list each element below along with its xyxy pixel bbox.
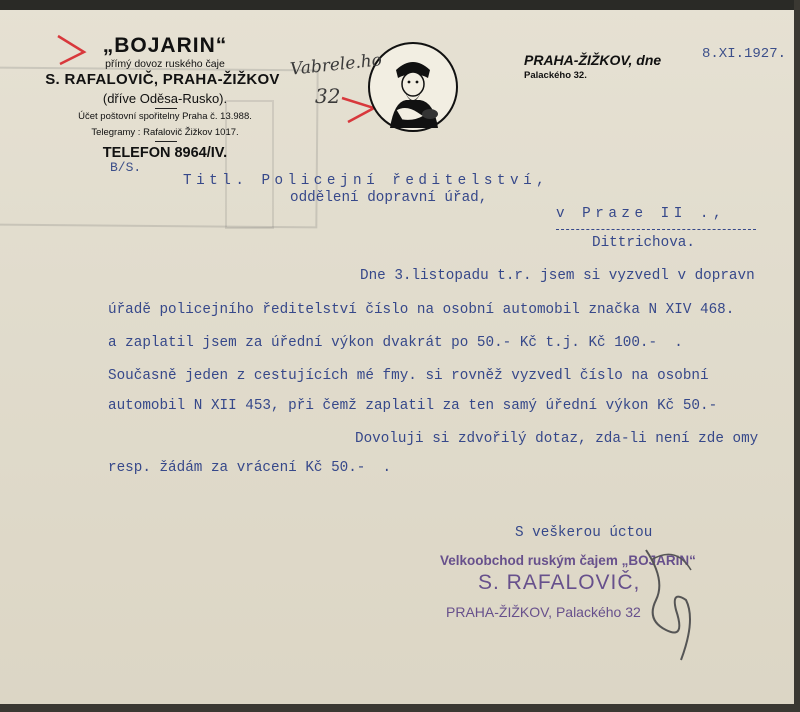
divider-rule-2 — [155, 141, 177, 142]
recipient-line-1: Titl. Policejní ředitelství, — [183, 173, 550, 189]
place-line: PRAHA-ŽIŽKOV, dne — [524, 52, 662, 68]
stamp-line-2: S. RAFALOVIČ, — [478, 571, 641, 594]
recipient-line-3: v Praze II ., — [556, 206, 727, 222]
handwritten-signature — [636, 540, 706, 670]
stamp-line-1: Velkoobchod ruským čajem „BOJARIN“ — [440, 553, 696, 568]
firm-name: S. RAFALOVIČ, PRAHA-ŽIŽKOV — [45, 71, 280, 88]
underline-dashes — [556, 229, 756, 230]
telegram-address: Telegramy : Rafalovič Žižkov 1017. — [91, 127, 239, 138]
closing-line: S veškerou úctou — [515, 525, 653, 541]
phone-number: TELEFON 8964/IV. — [102, 145, 228, 161]
reference-mark: B/S. — [110, 160, 142, 175]
body-line-7: resp. žádám za vrácení Kč 50.- . — [108, 460, 392, 476]
letter-date: 8.XI.1927. — [702, 46, 787, 62]
handwritten-note: Vabrele.ho — [289, 50, 383, 80]
scan-border-right — [794, 0, 800, 712]
body-line-1: Dne 3.listopadu t.r. jsem si vyzvedl v dopravn — [360, 268, 755, 284]
body-line-4: Současně jeden z cestujících mé fmy. si rovněž vyzvedl číslo na osobní — [108, 368, 709, 384]
street-address: Palackého 32. — [524, 70, 587, 81]
handwritten-number: 32 — [315, 84, 341, 108]
body-line-3: a zaplatil jsem za úřední výkon dvakrát po 50.- Kč t.j. Kč 100.- . — [108, 335, 683, 351]
former-location: (dříve Oděsa-Rusko). — [102, 91, 228, 106]
recipient-line-4: Dittrichova. — [592, 235, 695, 251]
recipient-line-2: oddělení dopravní úřad, — [290, 190, 488, 206]
brand-name: „BOJARIN“ — [102, 34, 228, 57]
brand-tagline: přímý dovoz ruského čaje — [105, 58, 225, 70]
divider-rule — [155, 108, 177, 109]
body-line-6: Dovoluji si zdvořilý dotaz, zda-li není zde omy — [355, 431, 759, 447]
body-line-2: úřadě policejního ředitelství číslo na osobní automobil značka N XIV 468. — [108, 302, 735, 318]
scan-border-top — [0, 0, 800, 10]
scan-border-bottom — [0, 704, 800, 712]
postal-account: Účet poštovní spořitelny Praha č. 13.988. — [78, 111, 252, 122]
stamp-line-3: PRAHA-ŽIŽKOV, Palackého 32 — [446, 604, 641, 620]
body-line-5: automobil N XII 453, při čemž zaplatil za ten samý úřední výkon Kč 50.- — [108, 398, 718, 414]
